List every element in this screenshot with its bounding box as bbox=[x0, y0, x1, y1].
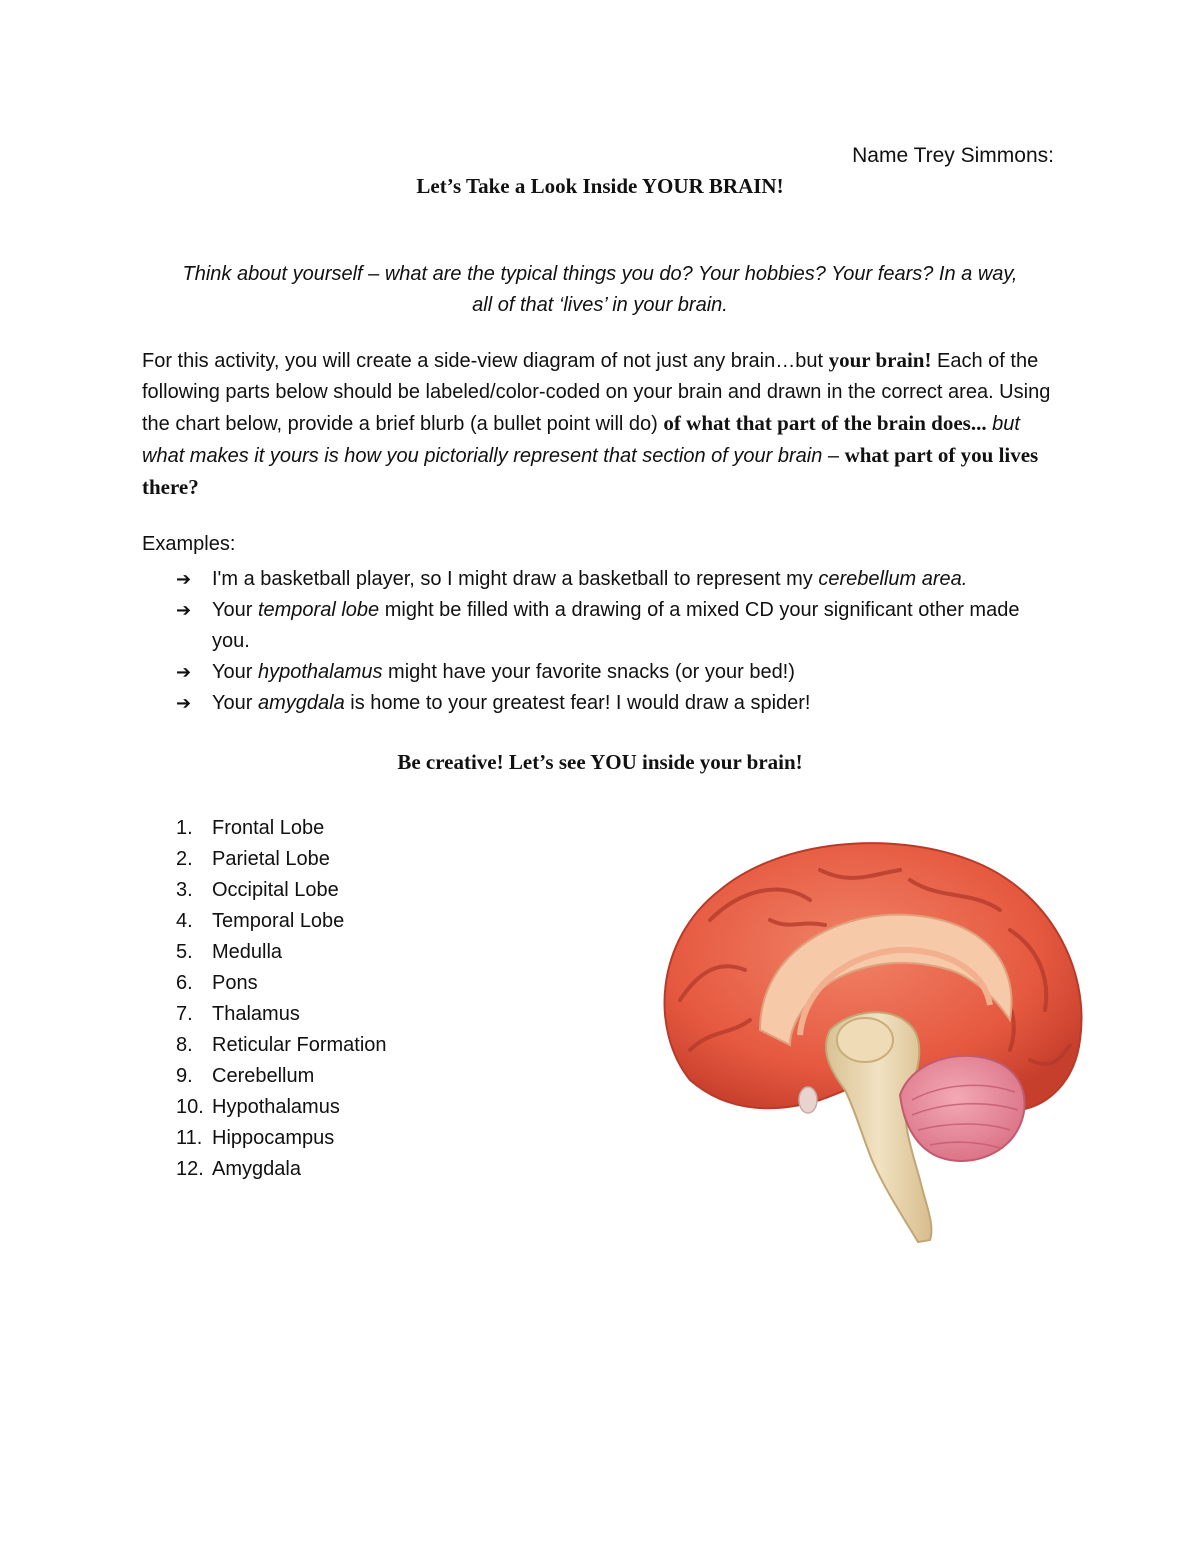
list-number: 1. bbox=[176, 817, 193, 839]
list-item bbox=[176, 1092, 387, 1123]
list-label: Hypothalamus bbox=[212, 1096, 340, 1118]
instructions-text-2: Each of the following parts below should be labeled/color-coded on your brain and drawn in the correct area. Using the chart below, provide a brief blurb (a bullet point will do) bbox=[142, 350, 1051, 435]
list-item bbox=[176, 1030, 387, 1061]
instructions-text-1: For this activity, you will create a side-view diagram of not just any brain…but bbox=[142, 350, 829, 372]
example-item bbox=[176, 595, 1056, 657]
example-item bbox=[176, 564, 1056, 595]
list-label: Medulla bbox=[212, 941, 283, 963]
example-text: is home to your greatest fear! I would draw a spider! bbox=[344, 692, 811, 714]
list-label: Pons bbox=[212, 972, 258, 994]
cerebellum-shape bbox=[900, 1056, 1025, 1161]
student-name-line: Name Trey Simmons: bbox=[852, 144, 1054, 167]
list-label: Thalamus bbox=[212, 1003, 300, 1025]
list-item bbox=[176, 999, 387, 1030]
example-text: might have your favorite snacks (or your bed!) bbox=[382, 661, 795, 683]
list-number: 6. bbox=[176, 972, 193, 994]
brain-illustration bbox=[650, 830, 1090, 1250]
list-number: 3. bbox=[176, 879, 193, 901]
list-label: Occipital Lobe bbox=[212, 879, 339, 901]
list-number: 11. bbox=[176, 1127, 203, 1149]
list-number: 5. bbox=[176, 941, 193, 963]
example-text: Your bbox=[212, 661, 258, 683]
arrow-icon: ➔ bbox=[176, 693, 192, 713]
example-item bbox=[176, 688, 1056, 719]
instructions-bold-1: your brain! bbox=[828, 348, 932, 372]
list-item bbox=[176, 844, 387, 875]
example-text: might be filled with a drawing of a mixed CD your significant other made you. bbox=[212, 599, 1020, 652]
list-number: 9. bbox=[176, 1065, 193, 1087]
instructions-dash: – bbox=[822, 445, 845, 467]
list-label: Parietal Lobe bbox=[212, 848, 330, 870]
closing-heading: Be creative! Let’s see YOU inside your brain! bbox=[397, 750, 803, 774]
arrow-icon: ➔ bbox=[176, 569, 192, 589]
list-item bbox=[176, 1061, 387, 1092]
instructions-italic: but what makes it yours is how you pictorially represent that section of your brain bbox=[142, 413, 1020, 467]
pituitary-shape bbox=[799, 1087, 817, 1113]
list-label: Cerebellum bbox=[212, 1065, 315, 1087]
list-number: 2. bbox=[176, 848, 193, 870]
list-label: Reticular Formation bbox=[212, 1034, 387, 1056]
list-item bbox=[176, 813, 387, 844]
list-number: 8. bbox=[176, 1034, 193, 1056]
list-label: Amygdala bbox=[212, 1158, 301, 1180]
example-text: I'm a basketball player, so I might draw a basketball to represent my bbox=[212, 568, 819, 590]
examples-list bbox=[176, 564, 1056, 719]
list-number: 7. bbox=[176, 1003, 193, 1025]
instructions-bold-3: what part of you lives there? bbox=[142, 443, 1039, 499]
arrow-icon: ➔ bbox=[176, 600, 192, 620]
list-label: Frontal Lobe bbox=[212, 817, 325, 839]
example-text: Your bbox=[212, 599, 258, 621]
list-number: 10. bbox=[176, 1096, 204, 1118]
example-italic: amygdala bbox=[257, 692, 345, 714]
page-title: Let’s Take a Look Inside YOUR BRAIN! bbox=[416, 174, 784, 198]
example-item bbox=[176, 657, 1056, 688]
brain-parts-list bbox=[176, 813, 387, 1185]
list-label: Hippocampus bbox=[212, 1127, 335, 1149]
example-italic: hypothalamus bbox=[257, 661, 383, 683]
instructions-paragraph bbox=[142, 345, 1058, 504]
examples-label: Examples: bbox=[142, 533, 236, 555]
list-number: 12. bbox=[176, 1158, 204, 1180]
list-item bbox=[176, 1154, 387, 1185]
example-italic: cerebellum area. bbox=[818, 568, 968, 590]
intro-text bbox=[142, 259, 1058, 321]
example-italic: temporal lobe bbox=[257, 599, 380, 621]
intro-line-2: all of that ‘lives’ in your brain. bbox=[472, 294, 728, 316]
list-number: 4. bbox=[176, 910, 193, 932]
arrow-icon: ➔ bbox=[176, 662, 192, 682]
list-item bbox=[176, 875, 387, 906]
list-item bbox=[176, 968, 387, 999]
thalamus-shape bbox=[837, 1018, 893, 1062]
intro-line-1: Think about yourself – what are the typical things you do? Your hobbies? Your fears? In a way, bbox=[182, 263, 1018, 285]
list-item bbox=[176, 937, 387, 968]
list-item bbox=[176, 1123, 387, 1154]
example-text: Your bbox=[212, 692, 258, 714]
list-item bbox=[176, 906, 387, 937]
list-label: Temporal Lobe bbox=[212, 910, 345, 932]
instructions-bold-2: of what that part of the brain does... bbox=[663, 411, 987, 435]
